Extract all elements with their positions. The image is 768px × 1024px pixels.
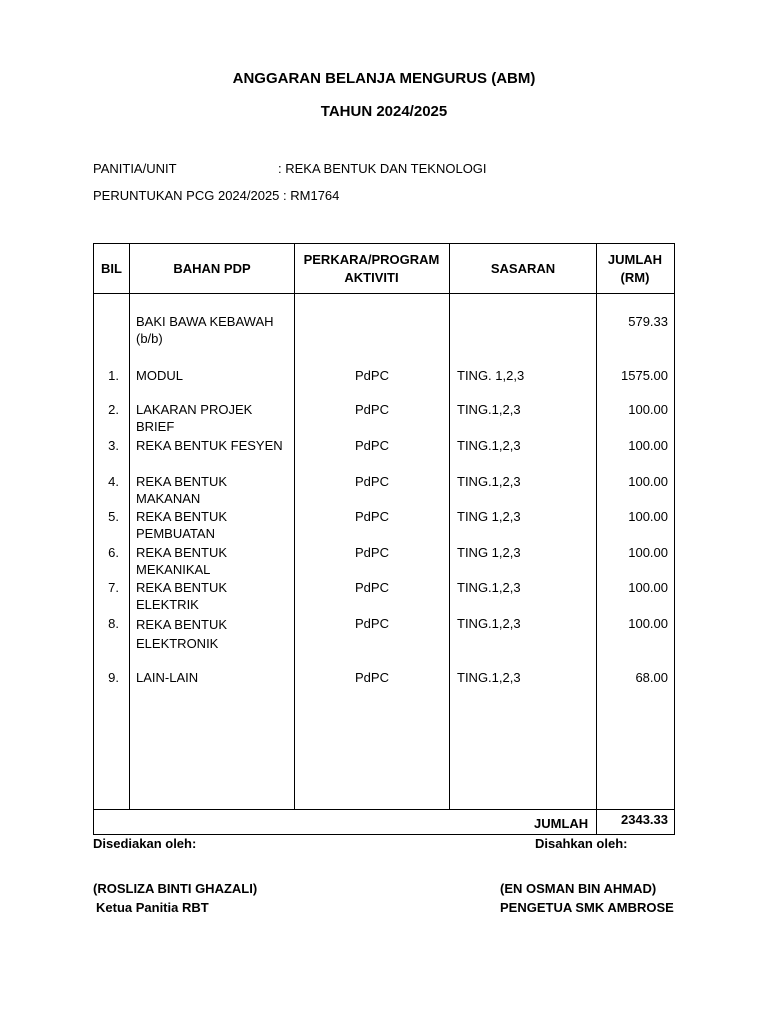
header-sasaran: SASARAN <box>490 260 556 276</box>
row-bil: 4. <box>108 474 119 489</box>
row-sasaran: TING 1,2,3 <box>457 545 521 560</box>
row-bahan: BAKI BAWA KEBAWAH (b/b) <box>136 314 274 346</box>
row-jumlah: 100.00 <box>628 545 668 560</box>
panitia-value: : REKA BENTUK DAN TEKNOLOGI <box>278 161 487 176</box>
row-bahan: REKA BENTUK FESYEN <box>136 438 283 453</box>
table-header-divider <box>93 293 675 294</box>
row-bahan: REKA BENTUK MAKANAN <box>136 474 228 506</box>
total-label: JUMLAH <box>534 816 589 831</box>
row-perkara: PdPC <box>355 438 389 453</box>
row-jumlah: 100.00 <box>628 402 668 417</box>
col-divider-perkara <box>449 243 450 810</box>
row-jumlah: 100.00 <box>628 438 668 453</box>
table-body-bottom <box>93 809 675 810</box>
disahkan-label: Disahkan oleh: <box>535 836 628 851</box>
row-jumlah: 100.00 <box>628 616 668 631</box>
row-sasaran: TING.1,2,3 <box>457 580 521 595</box>
row-bahan: REKA BENTUK ELEKTRIK <box>136 580 228 612</box>
col-divider-bil <box>129 243 130 810</box>
row-bil: 2. <box>108 402 119 417</box>
row-sasaran: TING 1,2,3 <box>457 509 521 524</box>
row-perkara: PdPC <box>355 402 389 417</box>
table-border-bottom <box>93 834 675 835</box>
row-perkara: PdPC <box>355 670 389 685</box>
row-sasaran: TING. 1,2,3 <box>457 368 525 383</box>
approved-by-title: PENGETUA SMK AMBROSE <box>500 900 674 915</box>
row-sasaran: TING.1,2,3 <box>457 474 521 489</box>
col-divider-bahan <box>294 243 295 810</box>
row-sasaran: TING.1,2,3 <box>457 438 521 453</box>
header-bahan: BAHAN PDP <box>173 260 251 276</box>
document-title: ANGGARAN BELANJA MENGURUS (ABM) <box>232 70 536 87</box>
row-bil: 5. <box>108 509 119 524</box>
row-bil: 6. <box>108 545 119 560</box>
row-bil: 3. <box>108 438 119 453</box>
row-sasaran: TING.1,2,3 <box>457 670 521 685</box>
prepared-by-title: Ketua Panitia RBT <box>96 900 209 915</box>
row-bahan: MODUL <box>136 368 183 383</box>
approved-by-name: (EN OSMAN BIN AHMAD) <box>500 881 657 896</box>
row-perkara: PdPC <box>355 545 389 560</box>
row-perkara: PdPC <box>355 509 389 524</box>
row-sasaran: TING.1,2,3 <box>457 616 521 631</box>
row-bahan: REKA BENTUK PEMBUATAN <box>136 509 228 541</box>
row-bahan: REKA BENTUK MEKANIKAL <box>136 545 228 577</box>
row-jumlah: 100.00 <box>628 509 668 524</box>
row-bil: 9. <box>108 670 119 685</box>
row-jumlah: 100.00 <box>628 580 668 595</box>
row-perkara: PdPC <box>355 368 389 383</box>
row-jumlah: 68.00 <box>635 670 668 685</box>
prepared-by-name: (ROSLIZA BINTI GHAZALI) <box>93 881 258 896</box>
header-perkara: PERKARA/PROGRAM AKTIVITI <box>303 251 440 285</box>
row-bahan: LAIN-LAIN <box>136 670 199 685</box>
row-bil: 1. <box>108 368 119 383</box>
row-bahan: REKA BENTUK ELEKTRONIK <box>136 617 228 651</box>
col-divider-sasaran <box>596 243 597 835</box>
total-value: 2343.33 <box>621 812 668 827</box>
table-border-right <box>674 243 675 835</box>
row-jumlah: 1575.00 <box>621 368 668 383</box>
row-sasaran: TING.1,2,3 <box>457 402 521 417</box>
row-bil: 7. <box>108 580 119 595</box>
peruntukan-line: PERUNTUKAN PCG 2024/2025 : RM1764 <box>93 188 340 203</box>
row-bahan: LAKARAN PROJEK BRIEF <box>136 402 253 434</box>
document-year: TAHUN 2024/2025 <box>320 103 448 120</box>
row-bil: 8. <box>108 616 119 631</box>
row-perkara: PdPC <box>355 474 389 489</box>
header-jumlah: JUMLAH (RM) <box>607 251 663 285</box>
panitia-label: PANITIA/UNIT <box>93 161 177 176</box>
row-perkara: PdPC <box>355 580 389 595</box>
disediakan-label: Disediakan oleh: <box>93 836 197 851</box>
table-border-left <box>93 243 94 835</box>
header-bil: BIL <box>101 260 122 276</box>
row-perkara: PdPC <box>355 616 389 631</box>
row-jumlah: 579.33 <box>628 314 668 329</box>
row-jumlah: 100.00 <box>628 474 668 489</box>
